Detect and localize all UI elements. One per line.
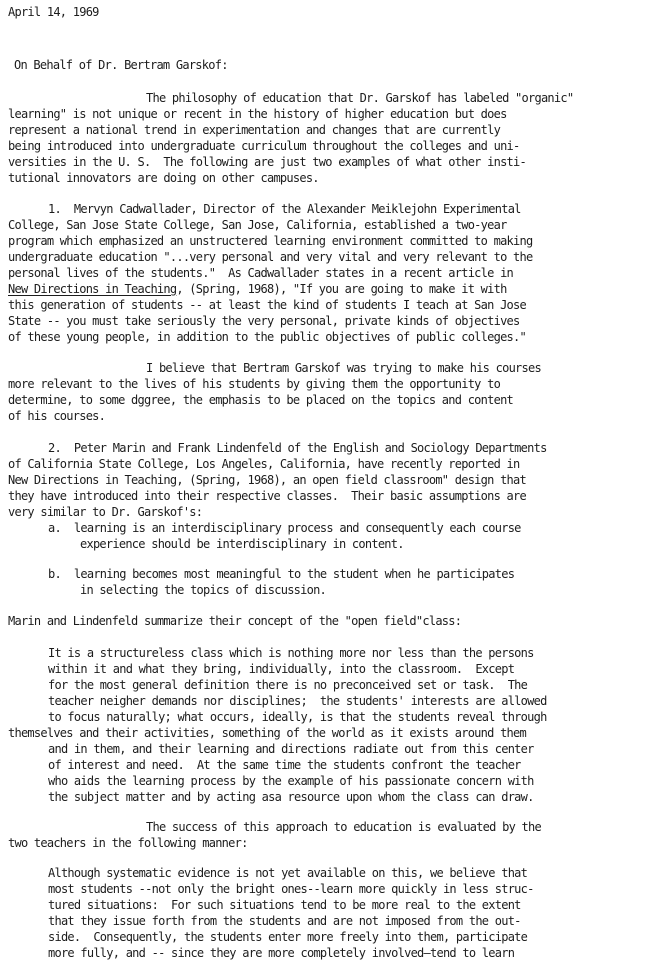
text-line: program which emphasized an unstructered learning environment committed to making: [8, 234, 533, 248]
journal-title: New Directions in Teaching: [8, 282, 177, 296]
text-line: It is a structureless class which is nothing more nor less than the persons: [48, 646, 534, 660]
text-line: b. learning becomes most meaningful to the student when he participates: [48, 567, 515, 581]
text-line: represent a national trend in experimentation and changes that are currently: [8, 123, 501, 137]
text-line: to focus naturally; what occurs, ideally, is that the students reveal through: [48, 710, 547, 724]
text-line: a. learning is an interdisciplinary process and consequently each course: [48, 521, 521, 535]
letter-date: April 14, 1969: [8, 5, 99, 19]
text-line: State -- you must take seriously the very personal, private kinds of objectives: [8, 314, 520, 328]
text-line: experience should be interdisciplinary in content.: [80, 537, 404, 551]
text-line: The success of this approach to education is evaluated by the: [146, 820, 541, 834]
text-line: personal lives of the students." As Cadwallader states in a recent article in: [8, 266, 514, 280]
text-line: who aids the learning process by the example of his passionate concern with: [48, 774, 534, 788]
summary-intro: Marin and Lindenfeld summarize their concept of the "open field"class:: [8, 614, 462, 628]
text-line: themselves and their activities, something of the world as it exists around them: [8, 726, 526, 740]
text-line: undergraduate education "...very personal and very vital and very relevant to the: [8, 250, 533, 264]
text-line: tutional innovators are doing on other campuses.: [8, 171, 319, 185]
text-line: learning" is not unique or recent in the history of higher education but does: [8, 107, 507, 121]
text-line: College, San Jose State College, San Jose, California, established a two-year: [8, 218, 507, 232]
text-line: very similar to Dr. Garskof's:: [8, 505, 203, 519]
text-line: more fully, and -- since they are more completely involved—tend to learn: [48, 946, 515, 960]
text-line: that they issue forth from the students and are not imposed from the out-: [48, 914, 521, 928]
text-line: of his courses.: [8, 409, 106, 423]
text-line: in selecting the topics of discussion.: [80, 583, 327, 597]
text-line: teacher neigher demands nor disciplines; the students' interests are allowed: [48, 694, 547, 708]
text-line: and in them, and their learning and directions radiate out from this center: [48, 742, 534, 756]
text-line: of California State College, Los Angeles, California, have recently reported in: [8, 457, 520, 471]
text-line: of interest and need. At the same time the students confront the teacher: [48, 758, 521, 772]
text-line: the subject matter and by acting asa resource upon whom the class can draw.: [48, 790, 534, 804]
salutation: On Behalf of Dr. Bertram Garskof:: [14, 58, 228, 72]
text-line: more relevant to the lives of his students by giving them the opportunity to: [8, 377, 501, 391]
text-line: being introduced into undergraduate curriculum throughout the colleges and uni-: [8, 139, 520, 153]
text-line: for the most general definition there is no preconceived set or task. The: [48, 678, 528, 692]
text-line: within it and what they bring, individually, into the classroom. Except: [48, 662, 515, 676]
text-line: New Directions in Teaching, (Spring, 1968), an open field classroom" design that: [8, 473, 526, 487]
text-line: two teachers in the following manner:: [8, 836, 248, 850]
text-line: most students --not only the bright ones--learn more quickly in less struc-: [48, 882, 534, 896]
text-line: tured situations: For such situations tend to be more real to the extent: [48, 898, 521, 912]
text-line: The philosophy of education that Dr. Garskof has labeled "organic": [146, 91, 574, 105]
text-line: this generation of students -- at least the kind of students I teach at San Jose: [8, 298, 526, 312]
text-line: 1. Mervyn Cadwallader, Director of the Alexander Meiklejohn Experimental: [48, 202, 521, 216]
text-line: side. Consequently, the students enter more freely into them, participate: [48, 930, 528, 944]
text-line: versities in the U. S. The following are just two examples of what other insti-: [8, 155, 526, 169]
text-line: Although systematic evidence is not yet available on this, we believe that: [48, 866, 528, 880]
text-line: they have introduced into their respective classes. Their basic assumptions are: [8, 489, 526, 503]
text-line: I believe that Bertram Garskof was trying to make his courses: [146, 361, 541, 375]
text-line: New Directions in Teaching, (Spring, 1968), "If you are going to make it with: [8, 282, 507, 296]
text-line: 2. Peter Marin and Frank Lindenfeld of the English and Sociology Departments: [48, 441, 547, 455]
text-line: of these young people, in addition to the public objectives of public colleges.": [8, 330, 526, 344]
text-line: determine, to some dggree, the emphasis to be placed on the topics and content: [8, 393, 514, 407]
